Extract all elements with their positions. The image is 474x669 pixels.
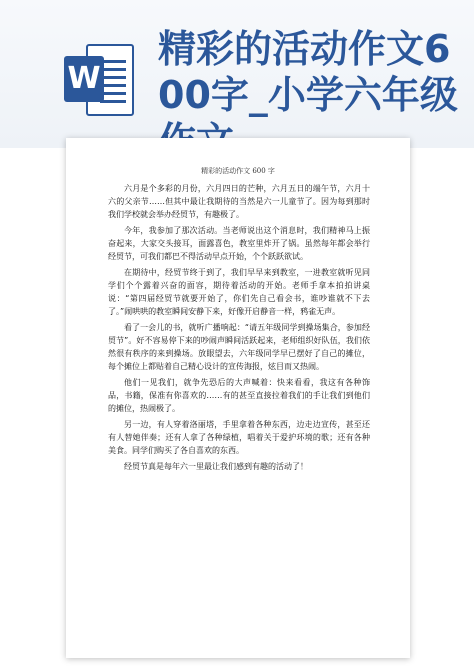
page-title: 精彩的活动作文600字_小学六年级 <box>158 27 458 117</box>
paragraph: 另一边，有人穿着洛丽塔，手里拿着各种东西，边走边宣传，甚至还有人替她伴奏；还有人拿了各种绿植，唱着关于爱护环境的歌；还有各种美食。同学们购买了各自喜欢的东西。 <box>108 420 370 455</box>
document-title: 精彩的活动作文 600 字 <box>201 167 275 175</box>
document-body <box>108 182 370 476</box>
document-preview-page <box>66 138 410 658</box>
paragraph: 六月是个多彩的月份，六月四日的芒种，六月五日的端午节，六月十六的父亲节……但其中最让我期待的当然是六一儿童节了。因为每到那时我们学校就会举办经贸节，有趣极了。 <box>108 184 370 219</box>
word-document-icon <box>64 38 134 118</box>
paragraph: 看了一会儿的书，就听广播响起：“请五年级同学到操场集合，参加经贸节”。好不容易停下来的吵闹声瞬间活跃起来，老师组织好队伍，我们依然很有秩序的来到操场。放眼望去，六年级同学早已摆好了自己的摊位，每个摊位上都贴着自己精心设计的宣传海报，炫目而又热闹。 <box>108 323 370 371</box>
paragraph: 在期待中，经贸节终于到了，我们早早来到教室，一进教室就听见同学们个个露着兴奋的面容，期待着活动的开始。老师手拿本拍拍讲桌说：“第四届经贸节就要开始了，你们先自己看会书，谁吵谁就不下去了。”闹哄哄的教室瞬间安静下来，好像开启静音一样，鸦雀无声。 <box>108 268 370 316</box>
word-logo-letter: W <box>64 56 104 102</box>
paragraph: 今年，我参加了那次活动。当老师说出这个消息时，我们精神马上振奋起来，大家交头接耳，面露喜色，教室里炸开了锅。虽然每年都会举行经贸节，可我们都巴不得活动早点开始，个个跃跃欲试。 <box>108 226 370 261</box>
paragraph: 经贸节真是每年六一里最让我们感到有趣的活动了！ <box>124 462 308 471</box>
title-banner <box>0 0 474 148</box>
paragraph: 他们一见我们，就争先恐后的大声喊着：快来看看，我这有各种饰品，书籍，保准有你喜欢的……有的甚至直接拉着我们的手让我们到他们的摊位，热闹极了。 <box>108 378 370 413</box>
